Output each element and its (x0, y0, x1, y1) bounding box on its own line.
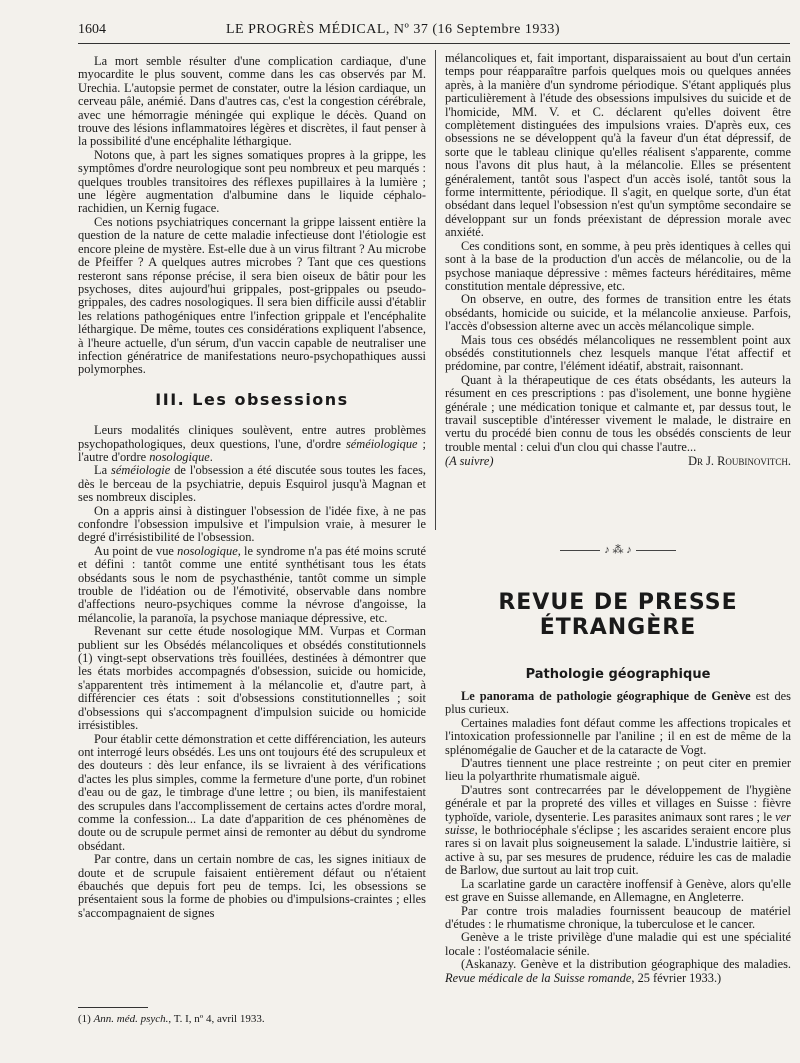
section-subtitle: Pathologie géographique (525, 667, 711, 682)
text-run: , le bothriocéphale s'éclipse ; les ascarides seraient encore plus rares si on lavait plus soigneusement la salade. L'industrie laitière, si active à su, par ses mesures de prudence, réduire les cas de maladie de Barlow, due surtout au lait trop cuit. (445, 823, 791, 878)
paragraph (78, 545, 426, 625)
paragraph: Pour établir cette démonstration et cette différenciation, les auteurs ont interrogé leurs obsédés. Les uns ont toujours été des scrupuleux et des douteurs : dès leur enfance, ils se livraient à des vérifications d'actes les plus simples, comme la fermeture d'une porte, d'un robinet d'eau ou de gaz, le timbrage d'une lettre ; ou bien, ils manifestaient des scrupules dans l'accomplissement de certains actes d'ordre moral, comme la confession... La date d'apparition de ces phénomènes de doute ou de scrupule permet ainsi de remonter au début du syndrome obsédant. (78, 731, 426, 853)
running-header (78, 22, 790, 42)
column-divider (435, 50, 436, 530)
left-column (78, 55, 426, 920)
page-number: 1604 (78, 22, 106, 37)
paragraph: Revenant sur cette étude nosologique MM. Vurpas et Corman publient sur les Obsédés mélancoliques et obsédés constitutionnels (1) vingt-sept observations très fouillées, destinées à démontrer que les états morbides accompagnés d'obsession, suicide ou homicide, s'apparentent très intimement à la mélancolie et, d'autre part, à différencier ces états : soit d'obsessions constitutionnelles ; soit d'obsessions qui s'accompagnent d'impulsion suicide ou homicide irrésistibles. (78, 624, 426, 733)
ornament-line (636, 550, 676, 551)
paragraph: La scarlatine garde un caractère inoffensif à Genève, alors qu'elle est grave en Suisse allemande, en Allemagne, en Angleterre. (445, 876, 791, 905)
right-column-lower (445, 690, 791, 985)
italic-term: ver suisse (445, 809, 791, 838)
author-signature: Dr J. Roubinovitch. (688, 454, 791, 469)
paragraph: On observe, en outre, des formes de transition entre les états obsédants, homicide ou suicide, et la mélancolie anxieuse. Parfois, l'accès d'obsession alterne avec un accès mélancolique simple. (445, 292, 791, 334)
lead-title: Le panorama de pathologie géographique de Genève (461, 689, 751, 703)
text-run: de l'obsession a été discutée sous toutes les faces, dès le berceau de la psychiatrie, depuis Esquirol jusqu'à Magnan et ses nombreux disciples. (78, 463, 426, 505)
section-title: III. Les obsessions (155, 389, 349, 409)
signoff (445, 455, 791, 468)
text-run: La (94, 463, 112, 478)
italic-term: Ann. méd. psych. (93, 1013, 169, 1025)
ornament-glyph: ♪ ⁂ ♪ (604, 544, 632, 556)
paragraph (445, 690, 791, 717)
paragraph: Genève a le triste privilège d'une maladie qui est une spécialité locale : l'ostéomalacie sénile. (445, 930, 791, 958)
to-follow-note: (A suivre) (445, 454, 494, 469)
text-run: Leurs modalités cliniques soulèvent, entre autres problèmes psychopathologiques, deux questions, l'une, d'ordre (78, 423, 426, 451)
paragraph: Ces conditions sont, en somme, à peu près identiques à celles qui sont à la base de la production d'un accès de mélancolie, ou de la psychose maniaque dépressive : mêmes facteurs héréditaires, même constitution mentale dépressive, etc. (445, 238, 791, 293)
italic-term: séméiologique (345, 436, 418, 451)
text-run: Au point de vue (94, 543, 178, 558)
ornament-line (560, 550, 600, 551)
paragraph: Notons que, à part les signes somatiques propres à la grippe, les symptômes d'ordre neurologique sont peu nombreux et peu marqués : quelques troubles transitoires des réflexes pupillaires à la lumière ; une légère augmentation d'albumine dans le liquide céphalo-rachidien, un Kernig fugace. (78, 147, 426, 216)
paragraph: Ces notions psychiatriques concernant la grippe laissent entière la question de la nature de cette maladie infectieuse dont l'étiologie est encore pleine de mystère. Est-elle due à un virus filtrant ? Au microbe de Pfeiffer ? A quelques autres microbes ? Tant que ces questions resteront sans réponse précise, il sera bien oiseux de bâtir pour les psychoses, dites aujourd'hui grippales, post-grippales ou pseudo-grippales, des cadres nosologiques. Il sera bien difficile aussi d'établir les relations pathogéniques entre l'infection grippale et l'encéphalite léthargique. De même, toutes ces considérations expliquent l'absence, à l'heure actuelle, d'un sérum, d'un vaccin capable de neutraliser une infection génératrice de manifestations neuro-psychopathiques aussi polymorphes. (78, 214, 426, 377)
right-column (445, 52, 791, 469)
text-run: (Askanazy. Genève et la distribution géographique des maladies. (461, 957, 791, 972)
paragraph (78, 424, 426, 464)
paragraph: On a appris ainsi à distinguer l'obsession de l'idée fixe, à ne pas confondre l'obsession impulsive et l'impulsion vraie, à mesurer le degré d'irrésistibilité de l'obsession. (78, 503, 426, 545)
paragraph: Mais tous ces obsédés mélancoliques ne ressemblent point aux obsédés constitutionnels chez lesquels manque l'état affectif et prédomine, par contre, l'élément idéatif, abstrait, raisonnant. (445, 332, 791, 374)
text-run: . (209, 449, 213, 464)
text-run: , 25 février 1933.) (631, 970, 722, 985)
text-run: (1) (78, 1013, 94, 1025)
paragraph: Quant à la thérapeutique de ces états obsédants, les auteurs la résument en ces prescriptions : pas d'isolement, une bonne hygiène générale ; une médication tonique et calmante et, par dessus tout, le travail susceptible d'intéresser vivement le malade, le distraire en vertu du procédé bien connu de tous les obsédés conscients de leur trouble mental : celui d'un clou qui chasse l'autre... (445, 372, 791, 454)
text-run: est des plus curieux. (445, 689, 791, 717)
italic-term: séméiologie (111, 463, 171, 478)
paragraph: La mort semble résulter d'une complication cardiaque, d'une myocardite le plus souvent, comme dans les cas observés par M. Urechia. L'autopsie permet de constater, outre la lésion cardiaque, un cerveau pâle, anémié. Dans d'autres cas, c'est la congestion cérébrale, avec une hémorragie méningée qui explique le décès. Quand on trouve des lésions inflammatoires légères et discrètes, il faut penser à la possibilité d'une encéphalite léthargique. (78, 54, 426, 149)
paragraph: D'autres tiennent une place restreinte ; on peut citer en premier lieu la polyarthrite rhumatismale aiguë. (445, 756, 791, 784)
text-run: ; l'autre d'ordre (78, 436, 426, 464)
paragraph (78, 464, 426, 504)
reference (445, 958, 791, 985)
footnote-rule (78, 1007, 148, 1008)
paragraph: Par contre trois maladies fournissent beaucoup de matériel d'études : le rhumatisme chronique, la tuberculose et le cancer. (445, 903, 791, 931)
italic-term: nosologique (177, 543, 238, 558)
italic-term: Revue médicale de la Suisse romande (445, 970, 632, 985)
footnote (78, 1013, 265, 1025)
section-ornament (445, 543, 791, 557)
header-rule (78, 43, 790, 44)
revue-title: REVUE DE PRESSE ÉTRANGÈRE (498, 590, 738, 640)
text-run: , T. I, nº 4, avril 1933. (168, 1013, 265, 1025)
text-run: D'autres sont contrecarrées par le développement de l'hygiène générale et par la propreté des villes et villages en Suisse : fièvre typhoïde, variole, dysenterie. Les parasites animaux sont rares ; le (445, 782, 791, 824)
text-run: , le syndrome n'a pas été moins scruté et défini : tantôt comme une entité synthétisant tous les états obsédants sous le nom de psychasthénie, tantôt comme un simple trouble de l'idéation ou de l'émotivité, observable dans nombre d'affections neuro-psychiques comme la névrose d'angoisse, la mélancolie, la paranoïa, la psychose maniaque dépressive, etc. (78, 543, 426, 625)
paragraph: Par contre, dans un certain nombre de cas, les signes initiaux de doute et de scrupule faisaient entièrement défaut ou n'étaient ébauchés que depuis fort peu de temps. Ici, les obsessions se présentaient sous la forme de phobies ou d'impulsions-craintes ; elles s'accompagnaient de signes (78, 852, 426, 920)
italic-term: nosologique (149, 449, 210, 464)
journal-title: LE PROGRÈS MÉDICAL, Nº 37 (16 Septembre 1933) (226, 22, 561, 37)
paragraph: Certaines maladies font défaut comme les affections tropicales et l'intoxication professionnelle par l'aniline ; il en est de même de la splénomégalie de Gaucher et de la cataracte de Vogt. (445, 715, 791, 757)
paragraph (445, 784, 791, 878)
paragraph: mélancoliques et, fait important, disparaissaient au bout d'un certain temps pour réapparaître parfois quelques mois ou quelques années après, à la manière d'un syndrome périodique. S'étant appliqués plus particulièrement à l'étude des obsessions impulsives du suicide et de l'homicide, MM. V. et C. déclarent qu'elles doivent être complètement distinguées des impulsions vraies. D'après eux, ces obsessions ne se développent qu'à la faveur d'un état dépressif, de sorte que le tableau clinique qu'elles réalisent s'apparente, comme nous l'avons dit plus haut, à la mélancolie. Elles se présentent généralement, tantôt sous l'aspect d'un accès isolé, tantôt sous la forme intermittente, périodique. Il s'agit, en quelque sorte, d'un état obsédant dans lequel l'obsession n'est qu'un symptôme secondaire se développant sur un fonds préexistant de dépression morale avec anxiété. (445, 51, 791, 240)
